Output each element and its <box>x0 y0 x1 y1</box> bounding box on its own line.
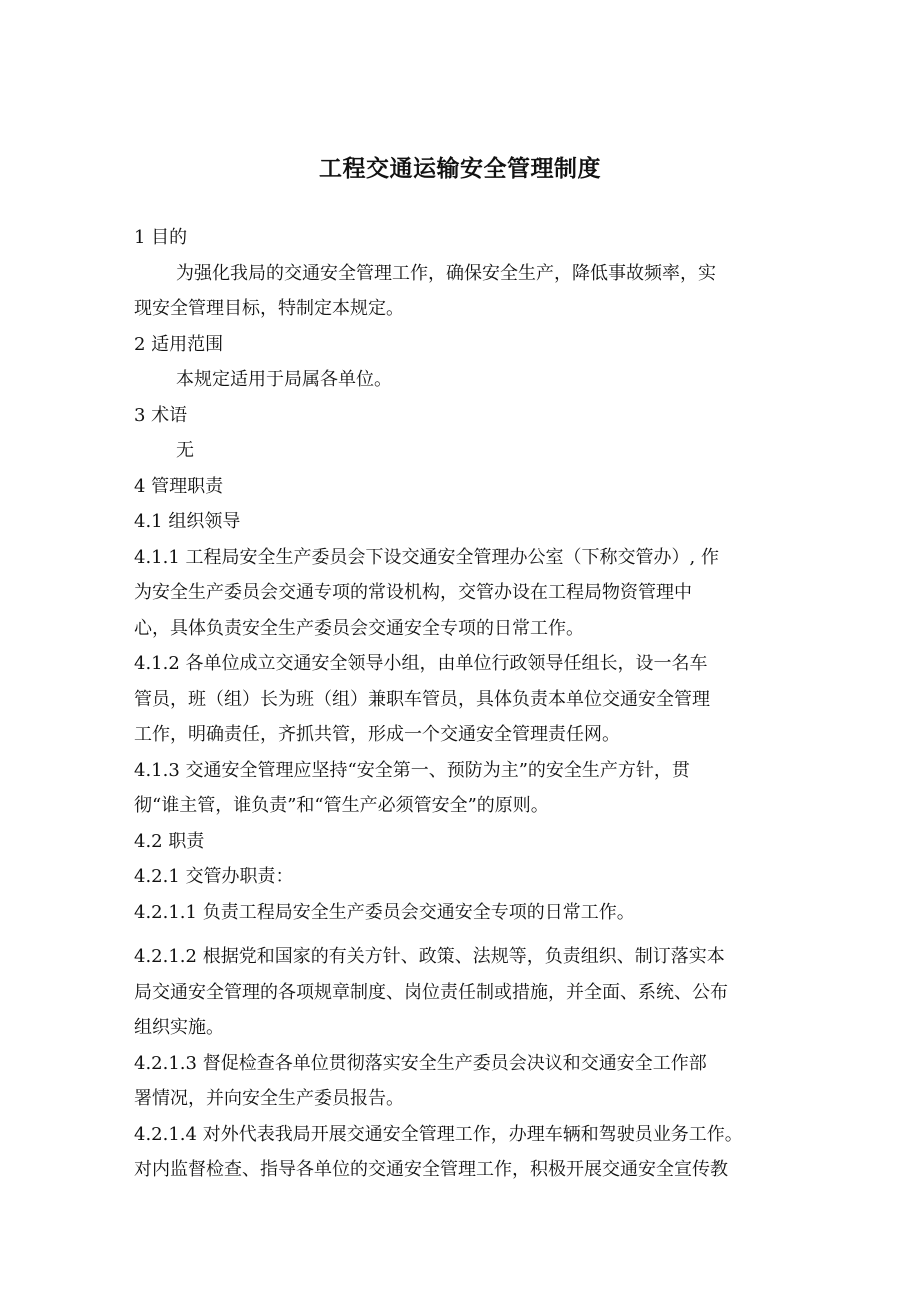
document-body <box>134 220 796 1188</box>
section-heading-scope: 2 适用范围 <box>134 333 224 355</box>
subsection-heading: 4.2 职责 <box>134 830 205 852</box>
paragraph-line: 4.1.1 工程局安全生产委员会下设交通安全管理办公室（下称交管办）, 作 <box>134 546 719 568</box>
paragraph-line: 管员，班（组）长为班（组）兼职车管员，具体负责本单位交通安全管理 <box>134 688 710 710</box>
paragraph-line: 组织实施。 <box>134 1017 224 1038</box>
paragraph-gap <box>134 930 796 939</box>
paragraph-line: 4.2.1.2 根据党和国家的有关方针、政策、法规等，负责组织、制订落实本 <box>134 946 725 967</box>
paragraph-line: 无 <box>176 440 194 461</box>
paragraph-line: 4.1.2 各单位成立交通安全领导小组，由单位行政领导任组长，设一名车 <box>134 653 708 674</box>
paragraph-line: 为强化我局的交通安全管理工作，确保安全生产，降低事故频率，实 <box>176 262 716 284</box>
paragraph-line: 局交通安全管理的各项规章制度、岗位责任制或措施，并全面、系统、公布 <box>134 981 728 1003</box>
document-title: 工程交通运输安全管理制度 <box>319 156 601 182</box>
section-heading-responsibilities: 4 管理职责 <box>134 475 224 497</box>
paragraph-line: 工作，明确责任，齐抓共管，形成一个交通安全管理责任网。 <box>134 724 620 745</box>
paragraph-line: 为安全生产委员会交通专项的常设机构，交管办设在工程局物资管理中 <box>134 582 692 603</box>
paragraph-line: 4.2.1.3 督促检查各单位贯彻落实安全生产委员会决议和交通安全工作部 <box>134 1052 707 1074</box>
paragraph-line: 本规定适用于局属各单位。 <box>176 369 392 390</box>
paragraph-line: 现安全管理目标，特制定本规定。 <box>134 298 404 319</box>
subsection-heading: 4.1 组织领导 <box>134 511 241 532</box>
paragraph-line: 彻“谁主管，谁负责”和“管生产必须管安全”的原则。 <box>134 795 549 816</box>
paragraph-line: 4.2.1.1 负责工程局安全生产委员会交通安全专项的日常工作。 <box>134 901 635 923</box>
section-heading-purpose: 1 目的 <box>134 227 188 248</box>
section-heading-terms: 3 术语 <box>134 404 188 426</box>
paragraph-line: 署情况，并向安全生产委员报告。 <box>134 1088 404 1109</box>
paragraph-line: 4.2.1.4 对外代表我局开展交通安全管理工作，办理车辆和驾驶员业务工作。 <box>134 1123 743 1145</box>
paragraph-line: 对内监督检查、指导各单位的交通安全管理工作，积极开展交通安全宣传教 <box>134 1159 728 1180</box>
paragraph-line: 心，具体负责安全生产委员会交通安全专项的日常工作。 <box>134 617 584 639</box>
paragraph-line: 4.1.3 交通安全管理应坚持“安全第一、预防为主”的安全生产方针，贯 <box>134 759 690 781</box>
paragraph-line: 4.2.1 交管办职责： <box>134 866 294 887</box>
